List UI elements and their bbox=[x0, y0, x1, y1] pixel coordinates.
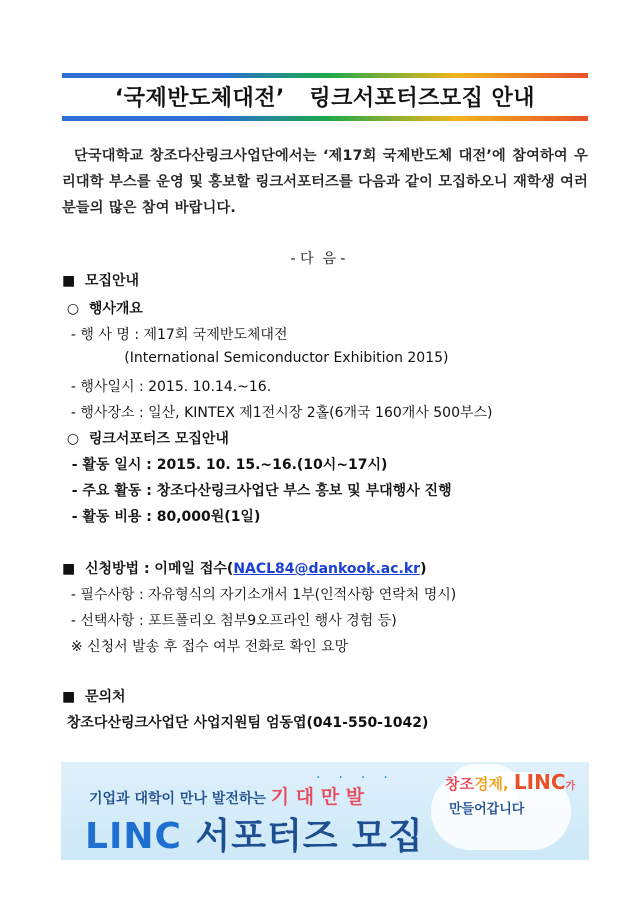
event-name-english-line: (International Semiconductor Exhibition 2015) bbox=[62, 350, 449, 366]
slogan-part-c: LINC bbox=[513, 770, 566, 794]
confirmation-note-line: ※ 신청서 발송 후 접수 여부 전화로 확인 요망 bbox=[62, 639, 349, 655]
activity-main-line: - 주요 활동 : 창조다산링크사업단 부스 홍보 및 부대행사 진행 bbox=[62, 483, 452, 499]
application-method-prefix: ■ 신청방법 : 이메일 접수( bbox=[62, 561, 234, 577]
banner-slogan-line1 bbox=[445, 770, 575, 794]
banner-slogan-line2: 만들어갑니다 bbox=[449, 802, 525, 817]
banner-headline bbox=[85, 808, 424, 859]
banner-tagline-emphasis: 기 대 만 발 bbox=[270, 786, 365, 808]
slogan-part-b: 경제, bbox=[473, 775, 514, 793]
banner-tagline bbox=[89, 782, 364, 809]
activity-date-line: - 활동 일시 : 2015. 10. 15.~16.(10시~17시) bbox=[62, 457, 388, 473]
title-top-rule bbox=[62, 73, 588, 78]
event-date-line: - 행사일시 : 2015. 10.14.~16. bbox=[62, 379, 272, 395]
banner-emphasis-dots: ···· bbox=[316, 770, 406, 786]
slogan-part-d: 가 bbox=[565, 781, 576, 792]
banner-headline-rest: 서포터즈 모집 bbox=[181, 816, 424, 857]
title-bar bbox=[62, 73, 588, 121]
section-recruit-heading: ■ 모집안내 bbox=[62, 273, 140, 289]
page-title: ‘국제반도체대전’ 링크서포터즈모집 안내 bbox=[114, 86, 536, 111]
contact-info-line: 창조다산링크사업단 사업지원팀 엄동엽(041-550-1042) bbox=[62, 715, 429, 731]
center-heading: - 다 음 - bbox=[290, 251, 346, 267]
contact-heading: ■ 문의처 bbox=[62, 689, 126, 705]
banner-linc-logo-text: LINC bbox=[85, 816, 182, 857]
event-name-line: - 행 사 명 : 제17회 국제반도체대전 bbox=[62, 327, 288, 343]
title-bottom-rule bbox=[62, 116, 588, 121]
email-link[interactable]: NACL84@dankook.ac.kr bbox=[233, 561, 421, 577]
event-overview-heading: ○ 행사개요 bbox=[62, 301, 143, 317]
event-venue-line: - 행사장소 : 일산, KINTEX 제1전시장 2홀(6개국 160개사 500부스) bbox=[62, 405, 493, 421]
linc-supporters-banner bbox=[61, 762, 589, 860]
activity-cost-line: - 활동 비용 : 80,000원(1일) bbox=[62, 509, 261, 525]
application-method-heading bbox=[62, 558, 426, 578]
slogan-part-a: 창조 bbox=[445, 775, 474, 793]
supporter-recruit-heading: ○ 링크서포터즈 모집안내 bbox=[62, 431, 229, 447]
intro-paragraph bbox=[62, 143, 588, 221]
required-items-line: - 필수사항 : 자유형식의 자기소개서 1부(인적사항 연락처 명시) bbox=[62, 587, 457, 603]
intro-text: 단국대학교 창조다산링크사업단에서는 ‘제17회 국제반도체 대전’에 참여하여 우리대학 부스를 운영 및 홍보할 링크서포터즈를 다음과 같이 모집하오니 재학생 여러분들의 많은 참여 바랍니다. bbox=[62, 148, 588, 216]
banner-tagline-prefix: 기업과 대학이 만나 발전하는 bbox=[89, 791, 271, 807]
optional-items-line: - 선택사항 : 포트폴리오 첨부9오프라인 행사 경험 등) bbox=[62, 613, 397, 629]
application-method-suffix: ) bbox=[420, 561, 427, 577]
